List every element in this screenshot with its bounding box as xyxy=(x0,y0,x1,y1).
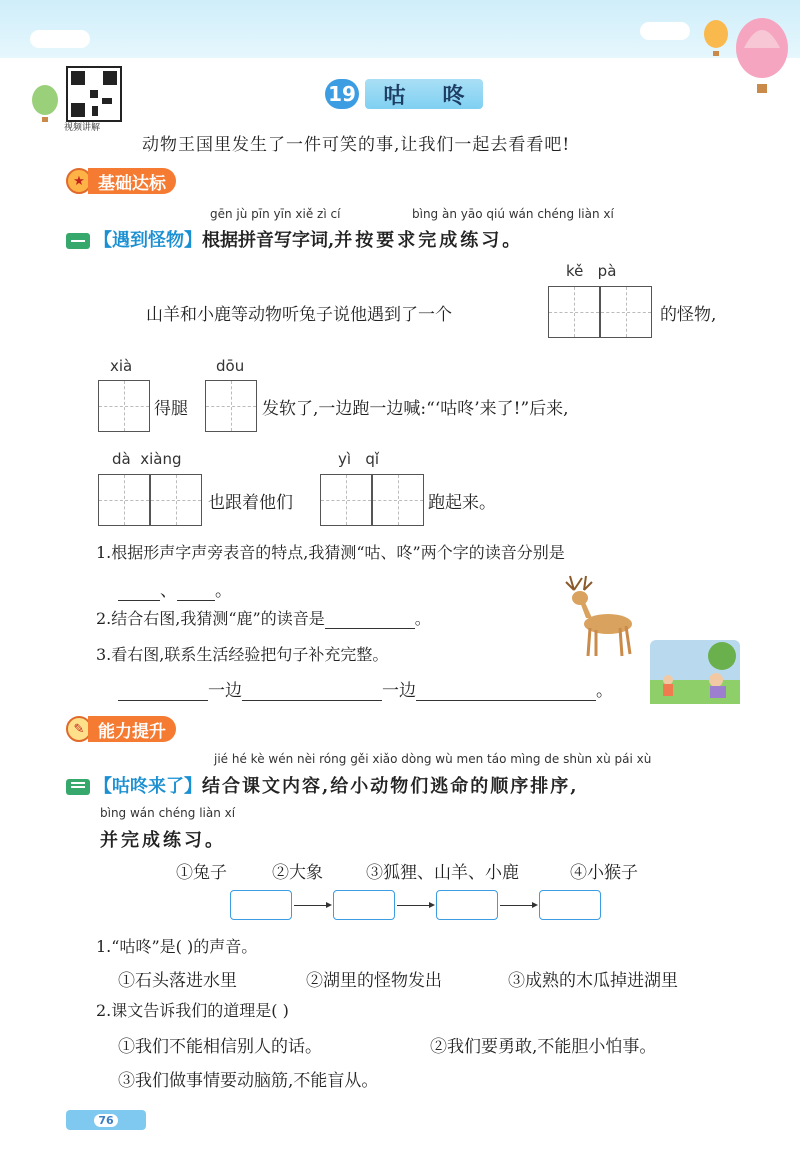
question-1-heading xyxy=(66,226,523,252)
question-tag: 【咕咚来了】 xyxy=(94,776,202,797)
instruction-part-2: 并按要求完成练习。 xyxy=(334,230,524,251)
word-yibian-2: 一边 xyxy=(382,681,416,701)
notebook-icon: ✎ xyxy=(66,716,92,742)
choice-option[interactable]: ②我们要勇敢,不能胆小怕事。 xyxy=(430,1037,657,1057)
sub-question-1: 1.“咕咚”是( )的声音。 xyxy=(96,937,258,956)
sentence-line-1: 山羊和小鹿等动物听兔子说他遇到了一个 xyxy=(146,305,452,325)
animal-option: ①兔子 xyxy=(176,863,227,883)
choice-option[interactable]: ①我们不能相信别人的话。 xyxy=(118,1037,322,1057)
pinyin-q2-line-2: bìng wán chéng liàn xí xyxy=(100,806,236,820)
question-number-icon xyxy=(66,779,90,795)
order-answer-box[interactable] xyxy=(539,890,601,920)
instruction-part-1: 根据拼音写字词, xyxy=(202,230,335,251)
lesson-title-char-1: 咕 xyxy=(383,83,406,109)
sub-question-2: 2.课文告诉我们的道理是( ) xyxy=(96,1001,289,1020)
answer-blank[interactable] xyxy=(118,582,160,601)
animal-option: ②大象 xyxy=(272,863,323,883)
sentence-line-1-end: 的怪物, xyxy=(660,305,717,325)
separator: 、 xyxy=(160,581,177,601)
end-mark: 。 xyxy=(414,609,431,628)
answer-blank[interactable] xyxy=(242,682,382,701)
section-basic-badge xyxy=(66,166,176,196)
arrow-icon xyxy=(500,905,536,906)
choice-option[interactable]: ③我们做事情要动脑筋,不能盲从。 xyxy=(118,1071,379,1091)
question-tag: 【遇到怪物】 xyxy=(94,230,202,251)
writing-box[interactable] xyxy=(98,474,150,526)
choice-option[interactable]: ②湖里的怪物发出 xyxy=(306,971,442,991)
intro-text: 动物王国里发生了一件可笑的事,让我们一起去看看吧! xyxy=(142,135,571,155)
sub-question-2-text: 2.结合右图,我猜测“鹿”的读音是 xyxy=(96,609,325,628)
answer-blank[interactable] xyxy=(416,682,596,701)
choice-option[interactable]: ③成熟的木瓜掉进湖里 xyxy=(508,971,678,991)
sentence-line-2b: 发软了,一边跑一边喊:“‘咕咚’来了!”后来, xyxy=(262,399,569,419)
balloon-icon xyxy=(28,84,62,124)
pinyin-q2-line-1: jié hé kè wén nèi róng gěi xiǎo dòng wù men táo mìng de shùn xù pái xù xyxy=(214,752,652,766)
sub-question-1: 1.根据形声字声旁表音的特点,我猜测“咕、咚”两个字的读音分别是 xyxy=(96,543,565,562)
pinyin-xia: xià xyxy=(110,357,133,375)
pinyin-dou: dōu xyxy=(216,357,245,375)
pinyin-daxiang: dà xiàng xyxy=(112,450,182,468)
pinyin-kepa: kě pà xyxy=(566,262,617,280)
sentence-line-3a: 也跟着他们 xyxy=(208,493,293,513)
section-advanced-badge xyxy=(66,714,176,744)
instruction-part-1: 结合课文内容,给小动物们逃命的顺序排序, xyxy=(202,776,579,797)
sub-question-1-answer xyxy=(118,576,232,601)
deer-illustration xyxy=(556,570,636,660)
writing-box[interactable] xyxy=(205,380,257,432)
writing-box[interactable] xyxy=(98,380,150,432)
instruction-part-2: 并完成练习。 xyxy=(100,830,226,851)
header-banner xyxy=(0,0,800,58)
animal-option: ③狐狸、山羊、小鹿 xyxy=(366,863,519,883)
arrow-icon xyxy=(294,905,330,906)
lesson-title xyxy=(325,78,483,110)
qr-code[interactable] xyxy=(66,66,122,122)
pinyin-instruction-1: gēn jù pīn yīn xiě zì cí xyxy=(210,207,341,221)
section-title: 能力提升 xyxy=(88,716,176,742)
end-mark: 。 xyxy=(596,681,613,701)
pinyin-yiqi: yì qǐ xyxy=(338,450,380,468)
word-yibian-1: 一边 xyxy=(208,681,242,701)
answer-blank[interactable] xyxy=(325,610,415,629)
lesson-title-char-2: 咚 xyxy=(442,83,465,109)
question-2-heading xyxy=(66,772,579,798)
order-answer-box[interactable] xyxy=(230,890,292,920)
question-number-icon xyxy=(66,233,90,249)
pinyin-instruction-2: bìng àn yāo qiú wán chéng liàn xí xyxy=(412,207,614,221)
medal-icon: ★ xyxy=(66,168,92,194)
hot-air-balloon-icon xyxy=(700,12,795,100)
writing-box[interactable] xyxy=(548,286,600,338)
page-number: 76 xyxy=(94,1114,117,1127)
order-answer-box[interactable] xyxy=(436,890,498,920)
sentence-line-3b: 跑起来。 xyxy=(428,493,496,513)
writing-box[interactable] xyxy=(150,474,202,526)
sentence-line-2a: 得腿 xyxy=(154,399,188,419)
choice-option[interactable]: ①石头落进水里 xyxy=(118,971,237,991)
writing-box[interactable] xyxy=(320,474,372,526)
writing-box[interactable] xyxy=(600,286,652,338)
answer-blank[interactable] xyxy=(177,582,215,601)
order-answer-box[interactable] xyxy=(333,890,395,920)
writing-box[interactable] xyxy=(372,474,424,526)
arrow-icon xyxy=(397,905,433,906)
page-number-badge xyxy=(66,1110,146,1130)
end-mark: 。 xyxy=(215,581,232,601)
animal-option: ④小猴子 xyxy=(570,863,638,883)
sub-question-2 xyxy=(96,606,431,629)
sub-question-3: 3.看右图,联系生活经验把句子补充完整。 xyxy=(96,645,389,664)
qr-label: 视频讲解 xyxy=(64,123,101,133)
lesson-number: 19 xyxy=(325,79,359,109)
park-illustration xyxy=(650,640,740,704)
answer-blank[interactable] xyxy=(118,682,208,701)
sub-question-3-answer xyxy=(118,676,613,701)
section-title: 基础达标 xyxy=(88,168,176,194)
